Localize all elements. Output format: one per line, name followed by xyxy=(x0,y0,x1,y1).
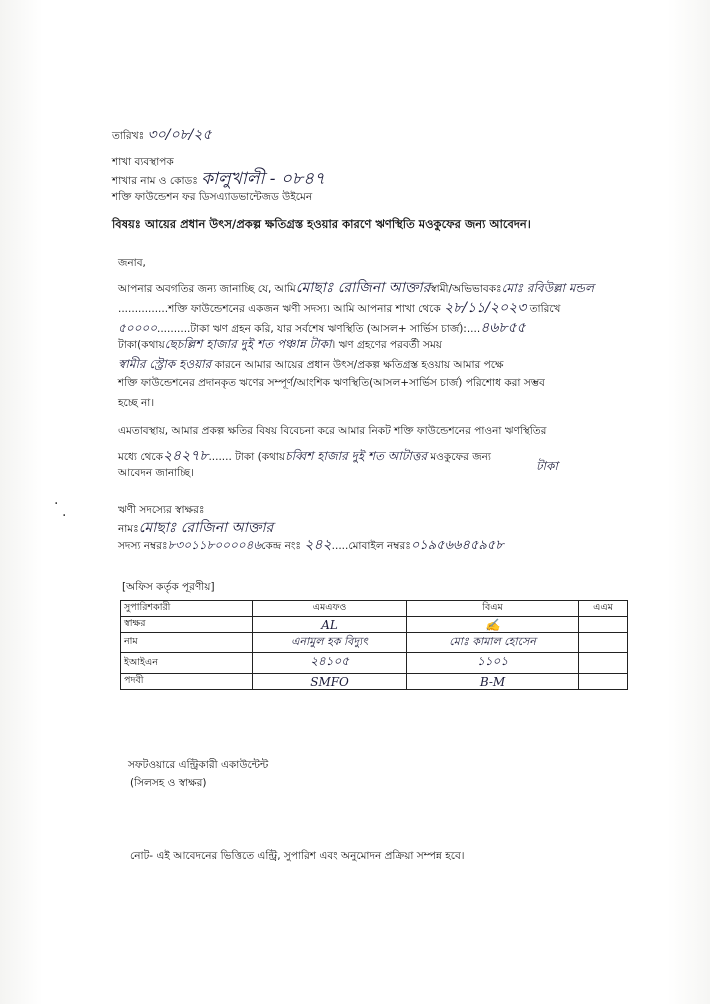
body-line-8: এমতাবস্থায়, আমার প্রকল্প ক্ষতির বিষয় বিবেচনা করে আমার নিকট শক্তি ফাউন্ডেশনের পাওনা ঋণস্থিতির xyxy=(118,425,547,437)
loan-amount: ৫০০০০ xyxy=(118,321,157,335)
loan-balance: ৪৬৮৫৫ xyxy=(480,320,526,336)
table-cell xyxy=(578,633,627,653)
loan-date: ২৮/১১/২০২৩ xyxy=(444,300,527,316)
table-header-row xyxy=(121,601,628,617)
branch-value: কালুখালী - ০৮৪৭ xyxy=(201,169,326,189)
guardian-name: মোঃ রবিউল্লা মন্ডল xyxy=(501,281,594,295)
body-line-7: হচ্ছে না। xyxy=(118,397,155,409)
date-line xyxy=(112,128,212,143)
date-label: তারিখঃ xyxy=(112,130,145,142)
table-row xyxy=(121,617,628,633)
waiver-amount: ২৪২৭৮ xyxy=(162,448,209,464)
table-row-label: নাম xyxy=(121,633,253,653)
signature-mfo: AL xyxy=(253,617,407,633)
applicant-name: মোছাঃ রোজিনা আক্তার xyxy=(295,280,431,296)
member-signature-heading: ঋণী সদস্যের স্বাক্ষরঃ xyxy=(118,504,205,516)
table-row xyxy=(121,653,628,674)
table-cell: B-M xyxy=(407,674,579,690)
note-line: নোট- এই আবেদনের ভিত্তিতে এন্ট্রি, সুপারিশ এবং অনুমোদন প্রক্রিয়া সম্পন্ন হবে। xyxy=(130,850,465,862)
body-line-1: আপনার অবগতির জন্য জানাচ্ছি যে, আমিমোছাঃ রোজিনা আক্তারস্বামী/অভিভাবকঃমোঃ রবিউল্লা মন্ডল xyxy=(118,280,594,296)
member-name-line: নামঃমোছাঃ রোজিনা আক্তার xyxy=(118,520,274,536)
table-cell: মোঃ কামাল হোসেন xyxy=(407,633,579,653)
table-header-cell: বিএম xyxy=(407,601,579,617)
subject-line: বিষয়ঃ আয়ের প্রধান উৎস/প্রকল্প ক্ষতিগ্রস্ত হওয়ার কারণে ঋণস্থিতি মওকুফের জন্য আবেদন। xyxy=(112,217,531,231)
office-table xyxy=(120,600,628,690)
table-cell xyxy=(578,617,627,633)
member-number: ৮৩০১১৮০০০০৪৬ xyxy=(167,538,262,552)
body-line-10: আবেদন জানাচ্ছি। xyxy=(118,467,194,479)
accountant-seal-note: (সিলসহ ও স্বাক্ষর) xyxy=(130,777,207,789)
balance-in-words: ছেচল্লিশ হাজার দুই শত পঞ্চান্ন টাকা xyxy=(164,337,332,351)
table-row xyxy=(121,633,628,653)
branch-label: শাখার নাম ও কোডঃ xyxy=(112,175,198,187)
scan-speck: · xyxy=(54,496,59,512)
table-row-label: ইআইএন xyxy=(121,653,253,674)
table-cell: SMFO xyxy=(253,674,407,690)
table-cell: ১১০১ xyxy=(407,653,579,674)
date-value: ৩০/০৮/২৫ xyxy=(147,127,212,143)
table-header-cell: সুপারিশকারী xyxy=(121,601,253,617)
branch-line xyxy=(112,169,326,189)
table-header-cell: এএম xyxy=(578,601,627,617)
table-cell xyxy=(578,653,627,674)
body-line-4: টাকা(কথায়ছেচল্লিশ হাজার দুই শত পঞ্চান্ন টাকা। ঋণ গ্রহণের পরবর্তী সময় xyxy=(118,337,442,351)
center-number: ২৪২ xyxy=(304,537,332,553)
table-cell xyxy=(578,674,627,690)
body-line-9: মধ্যে থেকে২৪২৭৮....... টাকা (কথায়চব্বিশ হাজার দুই শত আটাত্তর মওকুফের জন্য xyxy=(118,448,491,464)
salutation: জনাব, xyxy=(118,257,146,269)
mobile-number: ০১৯৫৬৬৪৫৯৫৮ xyxy=(410,538,504,553)
body-line-5: স্বামীর স্ট্রোক হওয়ার কারনে আমার আয়ের প্রধান উৎস/প্রকল্প ক্ষতিগ্রস্ত হওয়ায় আমার পক্ষে xyxy=(118,357,504,371)
table-row-label: স্বাক্ষর xyxy=(121,617,253,633)
table-row xyxy=(121,674,628,690)
member-name: মোছাঃ রোজিনা আক্তার xyxy=(138,520,274,536)
body-line-6: শক্তি ফাউন্ডেশনের প্রদানকৃত ঋণের সম্পূর্ণ/আংশিক ঋণস্থিতি(আসল+সার্ভিস চার্জ) পরিশোধ করা সম্ভব xyxy=(118,377,545,389)
organization-line: শক্তি ফাউন্ডেশন ফর ডিসএ্যাডভান্টেজড উইমেন xyxy=(112,191,313,203)
scan-speck: · xyxy=(62,508,67,524)
member-number-line: সদস্য নম্বরঃ৮৩০১১৮০০০০৪৬কেন্দ্র নংঃ ২৪২.....মোবাইল নম্বরঃ০১৯৫৬৬৪৫৯৫৮ xyxy=(118,537,504,553)
table-cell: এনামুল হক বিদ্যুৎ xyxy=(253,633,407,653)
table-header-cell: এমএফও xyxy=(253,601,407,617)
signature-bm: ✍ xyxy=(407,617,579,633)
table-row-label: পদবী xyxy=(121,674,253,690)
accountant-title: সফটওয়ারে এন্ট্রিকারী একাউন্টেন্ট xyxy=(128,759,269,771)
loss-cause: স্বামীর স্ট্রোক হওয়ার xyxy=(118,357,212,371)
table-cell: ২৪১০৫ xyxy=(253,653,407,674)
office-use-label: [অফিস কর্তৃক পূরণীয়] xyxy=(122,581,215,593)
body-line-3: ৫০০০০..........টাকা ঋণ গ্রহন করি, যার সর্বশেষ ঋণস্থিতি (আসল+ সার্ভিস চার্জ):....৪৬৮৫৫ xyxy=(118,320,526,336)
body-line-2: ...............শক্তি ফাউন্ডেশনের একজন ঋণী সদস্য। আমি আপনার শাখা থেকে ২৮/১১/২০২৩ তারিখে xyxy=(118,300,561,316)
waiver-in-words-cont: টাকা xyxy=(536,459,558,473)
waiver-in-words: চব্বিশ হাজার দুই শত আটাত্তর xyxy=(285,449,427,463)
branch-manager: শাখা ব্যবস্থাপক xyxy=(112,156,174,168)
